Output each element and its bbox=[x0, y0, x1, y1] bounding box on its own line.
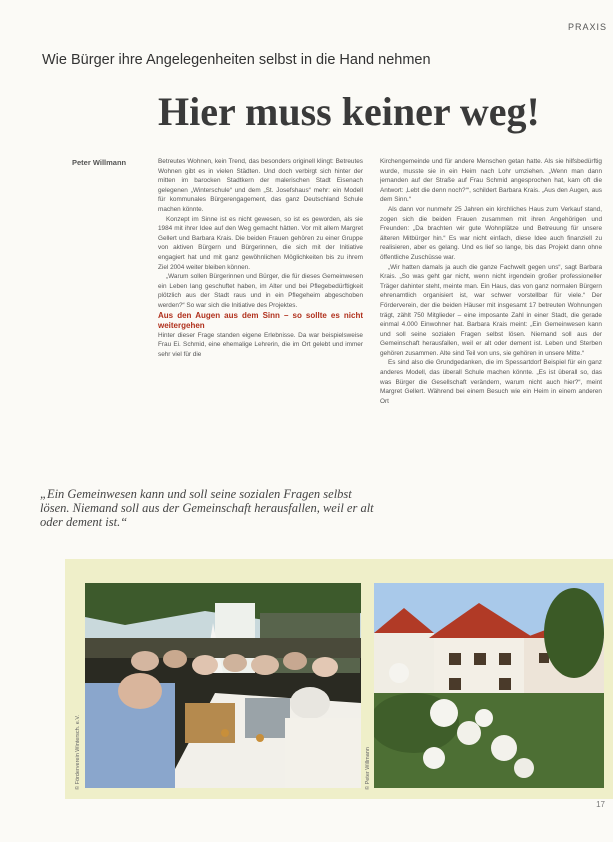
paragraph: Es sind also die Grundgedanken, die im Spessartdorf Beispiel für ein ganz anderes Modell, das überall Schule machen könnte. „Es ist überall so, das was Bürger die Gesellschaft verändern, warum nicht auch hier?“, meint Margret Gellert. Während bei einem Besuch wie ein Heim in einem anderen Ort bbox=[380, 359, 602, 405]
kicker: Wie Bürger ihre Angelegenheiten selbst in die Hand nehmen bbox=[42, 52, 431, 68]
house-with-roses-image bbox=[374, 583, 604, 788]
article-column-right bbox=[380, 157, 602, 529]
paragraph: Kirchengemeinde und für andere Menschen getan hatte. Als sie hilfsbedürftig wurde, musste sie in ein Heim nach Lohr umziehen. „Wenn man dann jemanden auf der Straße auf Frau Schmid angesprochen hat, kam oft die Antwort: ‚Lebt die denn noch?‘“, schildert Barbara Krais. „Aus den Augen, aus dem Sinn.“ bbox=[380, 158, 602, 204]
section-label: PRAXIS bbox=[567, 22, 607, 32]
paragraph: Als dann vor nunmehr 25 Jahren ein kirchliches Haus zum Verkauf stand, zogen sich die beiden Frauen zusammen mit ihren Angehörigen und Freunden: „Da brachten wir gute Wohnplätze und Betreuung für unsere älteren Mitbürger hin.“ Es war nicht einfach, diese Idee auch finanziell zu realisieren, aber es gelang. Und es lief so lange, bis das Projekt dann ohne öffentliche Zuschüsse war. bbox=[380, 205, 602, 261]
garden-gathering-image bbox=[85, 583, 361, 788]
paragraph: „Warum sollen Bürgerinnen und Bürger, die für dieses Gemeinwesen ein Leben lang geschuftet haben, im Alter und bei Pflegebedürftigkeit plötzlich aus der Stadt raus und in ein Pflegeheim abgeschoben werden?“ So war sich die Initiative des Projektes. bbox=[158, 273, 363, 309]
paragraph: Konzept im Sinne ist es nicht gewesen, so ist es geworden, als sie 1984 mit ihrer Idee auf den Weg gemacht hätten. Vor mit allem Margret Gellert und Barbara Krais. Die beiden Frauen gehören zu einer Gruppe von aktiven Bürgern und Bürgerinnen, die sich mit der Initiative engagiert hat und mit ganz gewöhnlichen Möglichkeiten bis zu ihrem Ziel 2004 weiter bleiben können. bbox=[158, 215, 363, 271]
page-number: 17 bbox=[596, 800, 605, 809]
section-subhead: Aus den Augen aus dem Sinn – so sollte es nicht weitergehen bbox=[158, 310, 363, 330]
photo-house-with-roses bbox=[374, 583, 604, 788]
article-column-left bbox=[158, 157, 363, 527]
photo-garden-gathering bbox=[85, 583, 361, 788]
photo-credit: © Peter Willmann bbox=[365, 747, 371, 790]
paragraph: „Wir hatten damals ja auch die ganze Fachwelt gegen uns“, sagt Barbara Krais. „So was geht gar nicht, wenn nicht irgendein großer professioneller Träger dahinter steht, meinte man. Ein Haus, das von ganz normalen Bürgern ehrenamtlich organisiert ist, war schwer vorstellbar für viele.“ Der Förderverein, der die beiden Häuser mit insgesamt 17 betreuten Wohnungen trägt, zählt 750 Mitglieder – eine imposante Zahl in einer Stadt, die gerade einmal 4.000 Einwohner hat. Barbara Krais meint: „Ein Gemeinwesen kann und soll seine sozialen Fragen selbst lösen. Niemand soll aus der Gemeinschaft herausfallen, weil er alt oder dement ist. Leben und Sterben gehören zusammen. Alte sind Teil von uns, sie gehören in unsere Mitte.“ bbox=[380, 263, 602, 357]
headline: Hier muss keiner weg! bbox=[158, 89, 540, 134]
paragraph: Betreutes Wohnen, kein Trend, das besonders originell klingt: Betreutes Wohnen gibt es in vielen Städten. Und doch verbirgt sich hinter der mitten im barocken Stadtkern der malerischen Stadt Eisenach gelegenen „Winterschule“ und dem „St. Josefshaus“ mehr: ein Modell für kommunales Bürgerengagement, das ganz Deutschland Schule machen könnte. bbox=[158, 158, 363, 213]
photo-credit: © Förderverein Wintersch. e.V. bbox=[75, 714, 81, 790]
pull-quote: „Ein Gemeinwesen kann und soll seine sozialen Fragen selbst lösen. Niemand soll aus der Gemeinschaft herausfallen, weil er alt oder dement ist.“ bbox=[40, 487, 374, 529]
author-byline: Peter Willmann bbox=[72, 158, 127, 167]
paragraph: Hinter dieser Frage standen eigene Erlebnisse. Da war beispielsweise Frau Ei. Schmid, eine ehemalige Lehrerin, die im Ort gelebt und immer sehr viel für die bbox=[158, 331, 363, 358]
